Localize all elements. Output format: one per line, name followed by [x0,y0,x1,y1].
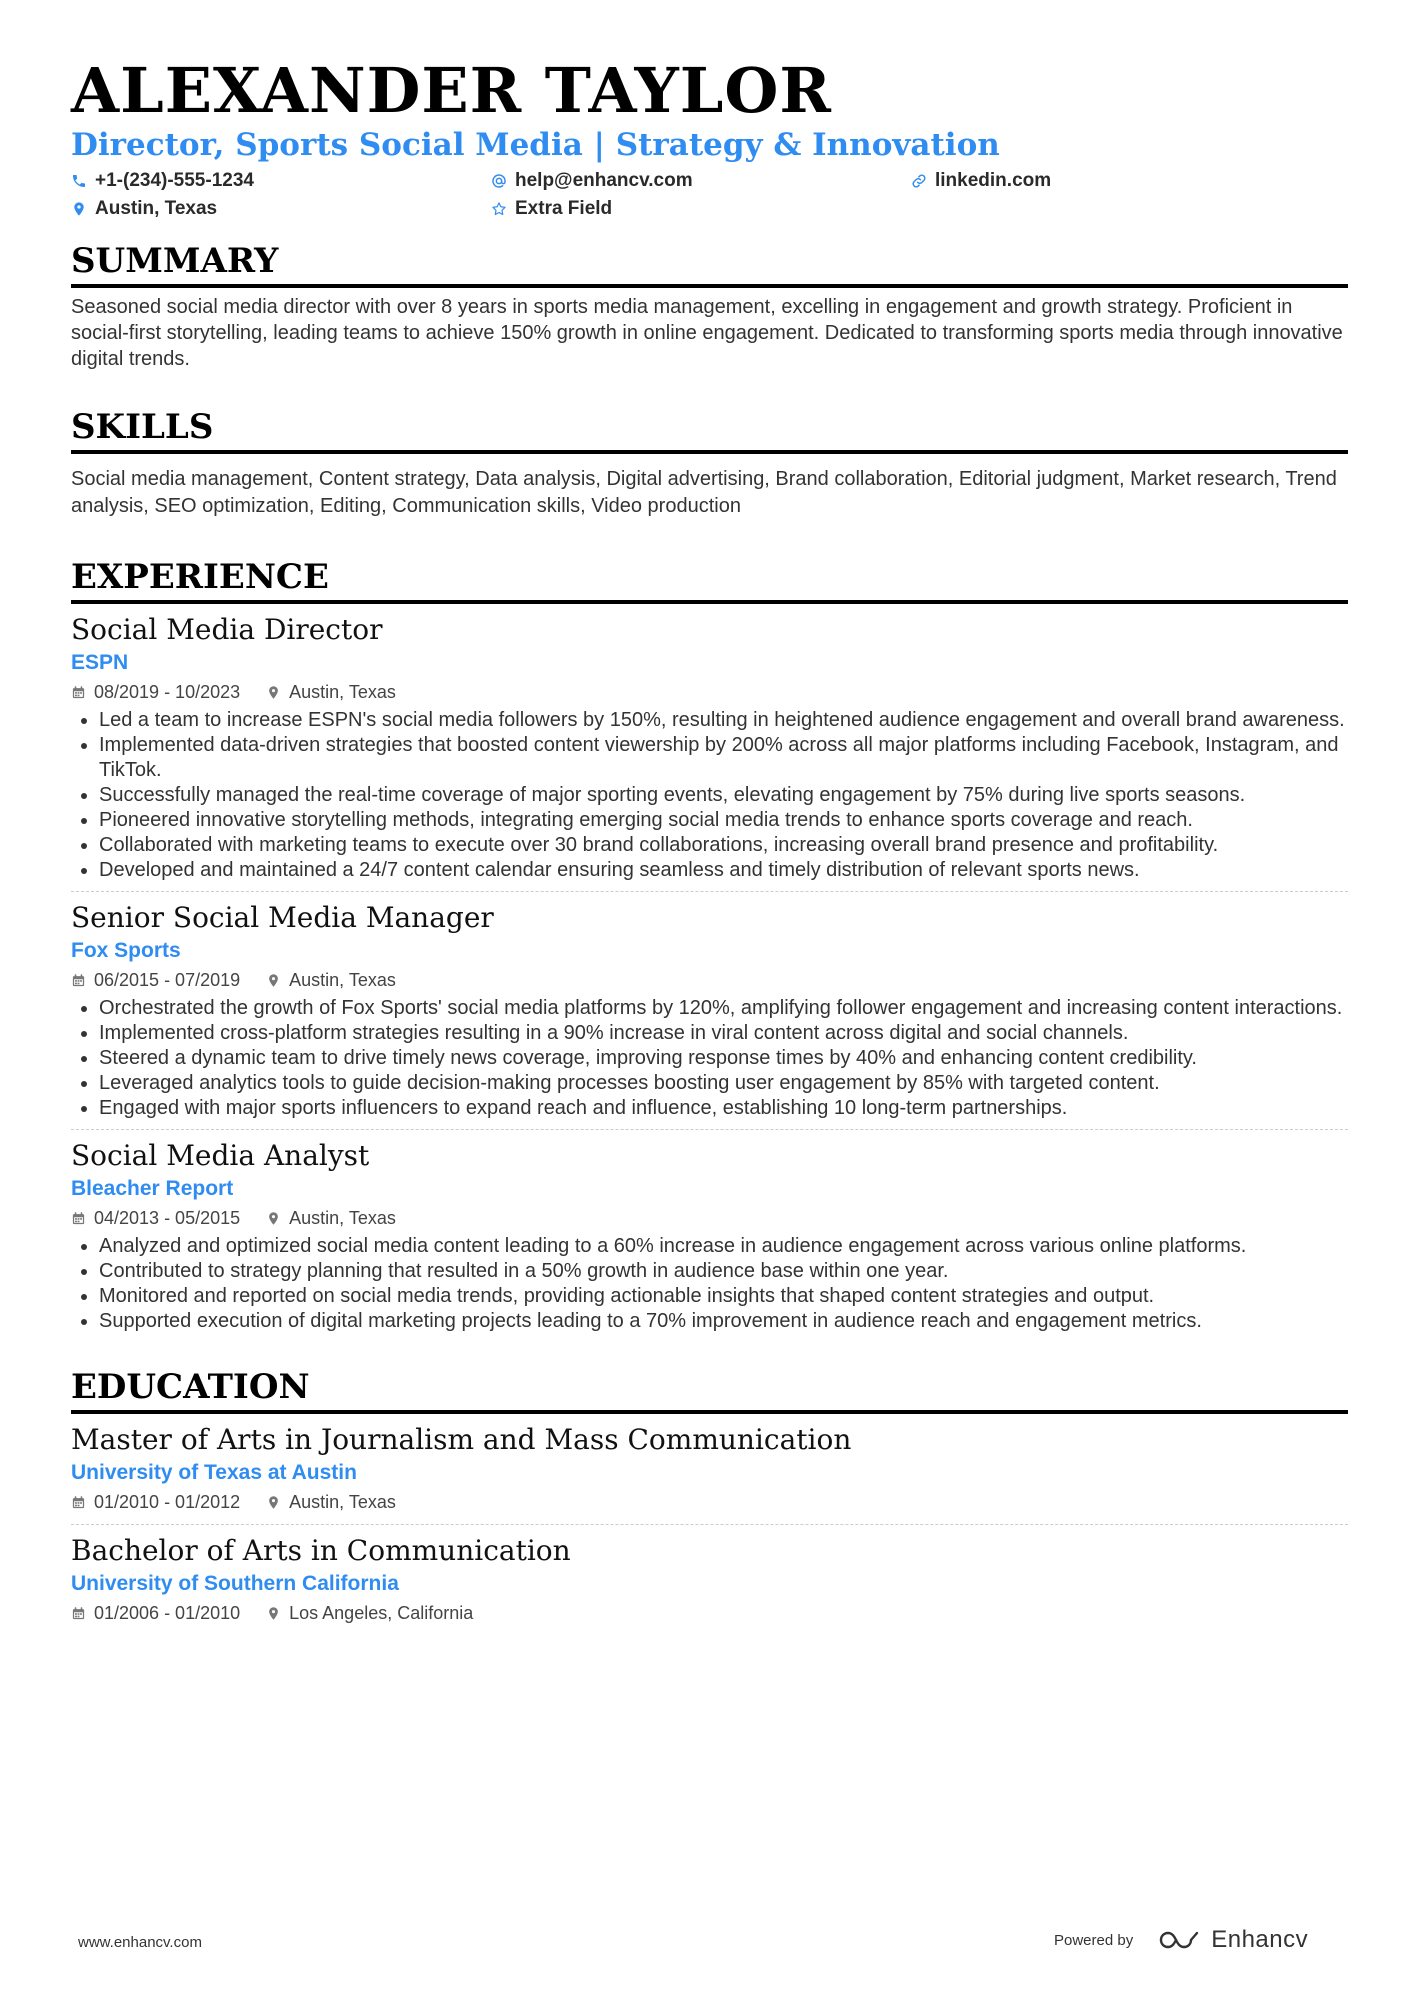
skills-text: Social media management, Content strategy, Data analysis, Digital advertising, Brand collaboration, Editorial judgment, Market research, Trend analysis, SEO optimization, Editing, Communication skills, Video production [71,468,1337,517]
education-location [266,1599,473,1627]
contact-link-text: linkedin.com [935,170,1052,191]
footer-website[interactable]: www.enhancv.com [78,1934,202,1951]
degree-title: Master of Arts in Journalism and Mass Communication [71,1423,852,1456]
job-dates: 06/2015 - 07/2019 [94,970,241,990]
skills-title: SKILLS [71,406,1348,454]
job-title: Social Media Analyst [71,1139,370,1172]
education-meta [71,1488,1348,1516]
contact-extra [491,196,612,222]
job-location [266,678,396,706]
contact-info [71,168,1348,226]
experience-entry [71,900,1348,1130]
resume-content [71,56,1348,1635]
powered-by-label: Powered by [1054,1931,1134,1949]
education-section [71,1366,1348,1635]
contact-email[interactable] [491,168,693,194]
map-pin-icon [266,1495,281,1510]
job-meta [71,966,1348,994]
summary-title: SUMMARY [71,240,1348,288]
bullet-item: • Contributed to strategy planning that resulted in a 50% growth in audience base within one year. [99,1259,1348,1284]
calendar-icon [71,1495,86,1510]
candidate-headline: Director, Sports Social Media | Strategy & Innovation [71,127,1000,163]
education-title: EDUCATION [71,1366,1348,1414]
bullet-item: • Led a team to increase ESPN's social media followers by 150%, resulting in heightened audience engagement and overall brand awareness. [99,708,1348,733]
job-location [266,966,396,994]
job-bullets [71,996,1348,1121]
education-meta [71,1599,1348,1627]
calendar-icon [71,1606,86,1621]
job-meta [71,678,1348,706]
job-location-text: Austin, Texas [289,1208,396,1228]
job-location-text: Austin, Texas [289,970,396,990]
job-title: Social Media Director [71,613,383,646]
school-name: University of Texas at Austin [71,1461,357,1484]
experience-section [71,556,1348,1342]
company-name: ESPN [71,651,129,674]
summary-section [71,240,1348,372]
star-icon [491,201,507,217]
education-dates: 01/2010 - 01/2012 [94,1492,241,1512]
job-location-text: Austin, Texas [289,682,396,702]
job-bullets [71,708,1348,883]
company-name: Fox Sports [71,939,181,962]
bullet-item: • Developed and maintained a 24/7 content calendar ensuring seamless and timely distribution of relevant sports news. [99,858,1348,883]
map-pin-icon [266,1211,281,1226]
bullet-item: • Leveraged analytics tools to guide decision-making processes boosting user engagement by 85% with targeted content. [99,1071,1348,1096]
contact-location [71,196,217,222]
experience-title: EXPERIENCE [71,556,1348,604]
company-name: Bleacher Report [71,1177,234,1200]
calendar-icon [71,685,86,700]
calendar-icon [71,973,86,988]
candidate-name: ALEXANDER TAYLOR [71,54,832,127]
education-dates: 01/2006 - 01/2010 [94,1603,241,1623]
contact-link[interactable] [911,168,1051,194]
job-meta [71,1204,1348,1232]
education-entry [71,1422,1348,1525]
contact-phone-text: +1-(234)-555-1234 [95,170,254,191]
education-location [266,1488,396,1516]
bullet-item: • Pioneered innovative storytelling methods, integrating emerging social media trends to enhance sports coverage and reach. [99,808,1348,833]
footer-branding [1054,1926,1308,1954]
experience-entry [71,612,1348,892]
contact-location-text: Austin, Texas [95,198,218,219]
map-pin-icon [266,685,281,700]
bullet-item: • Orchestrated the growth of Fox Sports' social media platforms by 120%, amplifying follower engagement and increasing content interactions. [99,996,1348,1021]
education-location-text: Los Angeles, California [289,1603,474,1623]
phone-icon [71,173,87,189]
map-pin-icon [266,1606,281,1621]
bullet-item: • Successfully managed the real-time coverage of major sporting events, elevating engagement by 75% during live sports seasons. [99,783,1348,808]
job-bullets [71,1234,1348,1334]
education-location-text: Austin, Texas [289,1492,396,1512]
skills-section [71,406,1348,520]
contact-phone[interactable] [71,168,254,194]
job-dates: 04/2013 - 05/2015 [94,1208,241,1228]
job-dates: 08/2019 - 10/2023 [94,682,241,702]
bullet-item: • Analyzed and optimized social media content leading to a 60% increase in audience engagement across various online platforms. [99,1234,1348,1259]
map-pin-icon [266,973,281,988]
bullet-item: • Implemented cross-platform strategies resulting in a 90% increase in viral content across digital and social channels. [99,1021,1348,1046]
school-name: University of Southern California [71,1572,399,1595]
enhancv-brand: Enhancv [1211,1926,1309,1953]
link-icon [911,173,927,189]
bullet-item: • Collaborated with marketing teams to execute over 30 brand collaborations, increasing overall brand presence and profitability. [99,833,1348,858]
map-pin-icon [71,201,87,217]
job-title: Senior Social Media Manager [71,901,494,934]
enhancv-logo-icon [1157,1928,1203,1952]
bullet-item: • Supported execution of digital marketing projects leading to a 70% improvement in audience reach and engagement metrics. [99,1309,1348,1334]
job-location [266,1204,396,1232]
bullet-item: • Monitored and reported on social media trends, providing actionable insights that shaped content strategies and output. [99,1284,1348,1309]
contact-extra-text: Extra Field [515,198,613,219]
calendar-icon [71,1211,86,1226]
education-entry [71,1533,1348,1635]
summary-text: Seasoned social media director with over 8 years in sports media management, excelling in engagement and growth strategy. Proficient in social-first storytelling, leading teams to achieve 150% growth in online engagement. Dedicated to transforming sports media through innovative digital trends. [71,296,1343,370]
at-icon [491,173,507,189]
degree-title: Bachelor of Arts in Communication [71,1534,571,1567]
bullet-item: • Implemented data-driven strategies that boosted content viewership by 200% across all major platforms including Facebook, Instagram, and TikTok. [99,733,1348,783]
experience-entry [71,1138,1348,1342]
bullet-item: • Engaged with major sports influencers to expand reach and influence, establishing 10 long-term partnerships. [99,1096,1348,1121]
bullet-item: • Steered a dynamic team to drive timely news coverage, improving response times by 40% and enhancing content credibility. [99,1046,1348,1071]
contact-email-text: help@enhancv.com [515,170,693,191]
resume-header [71,56,1348,226]
